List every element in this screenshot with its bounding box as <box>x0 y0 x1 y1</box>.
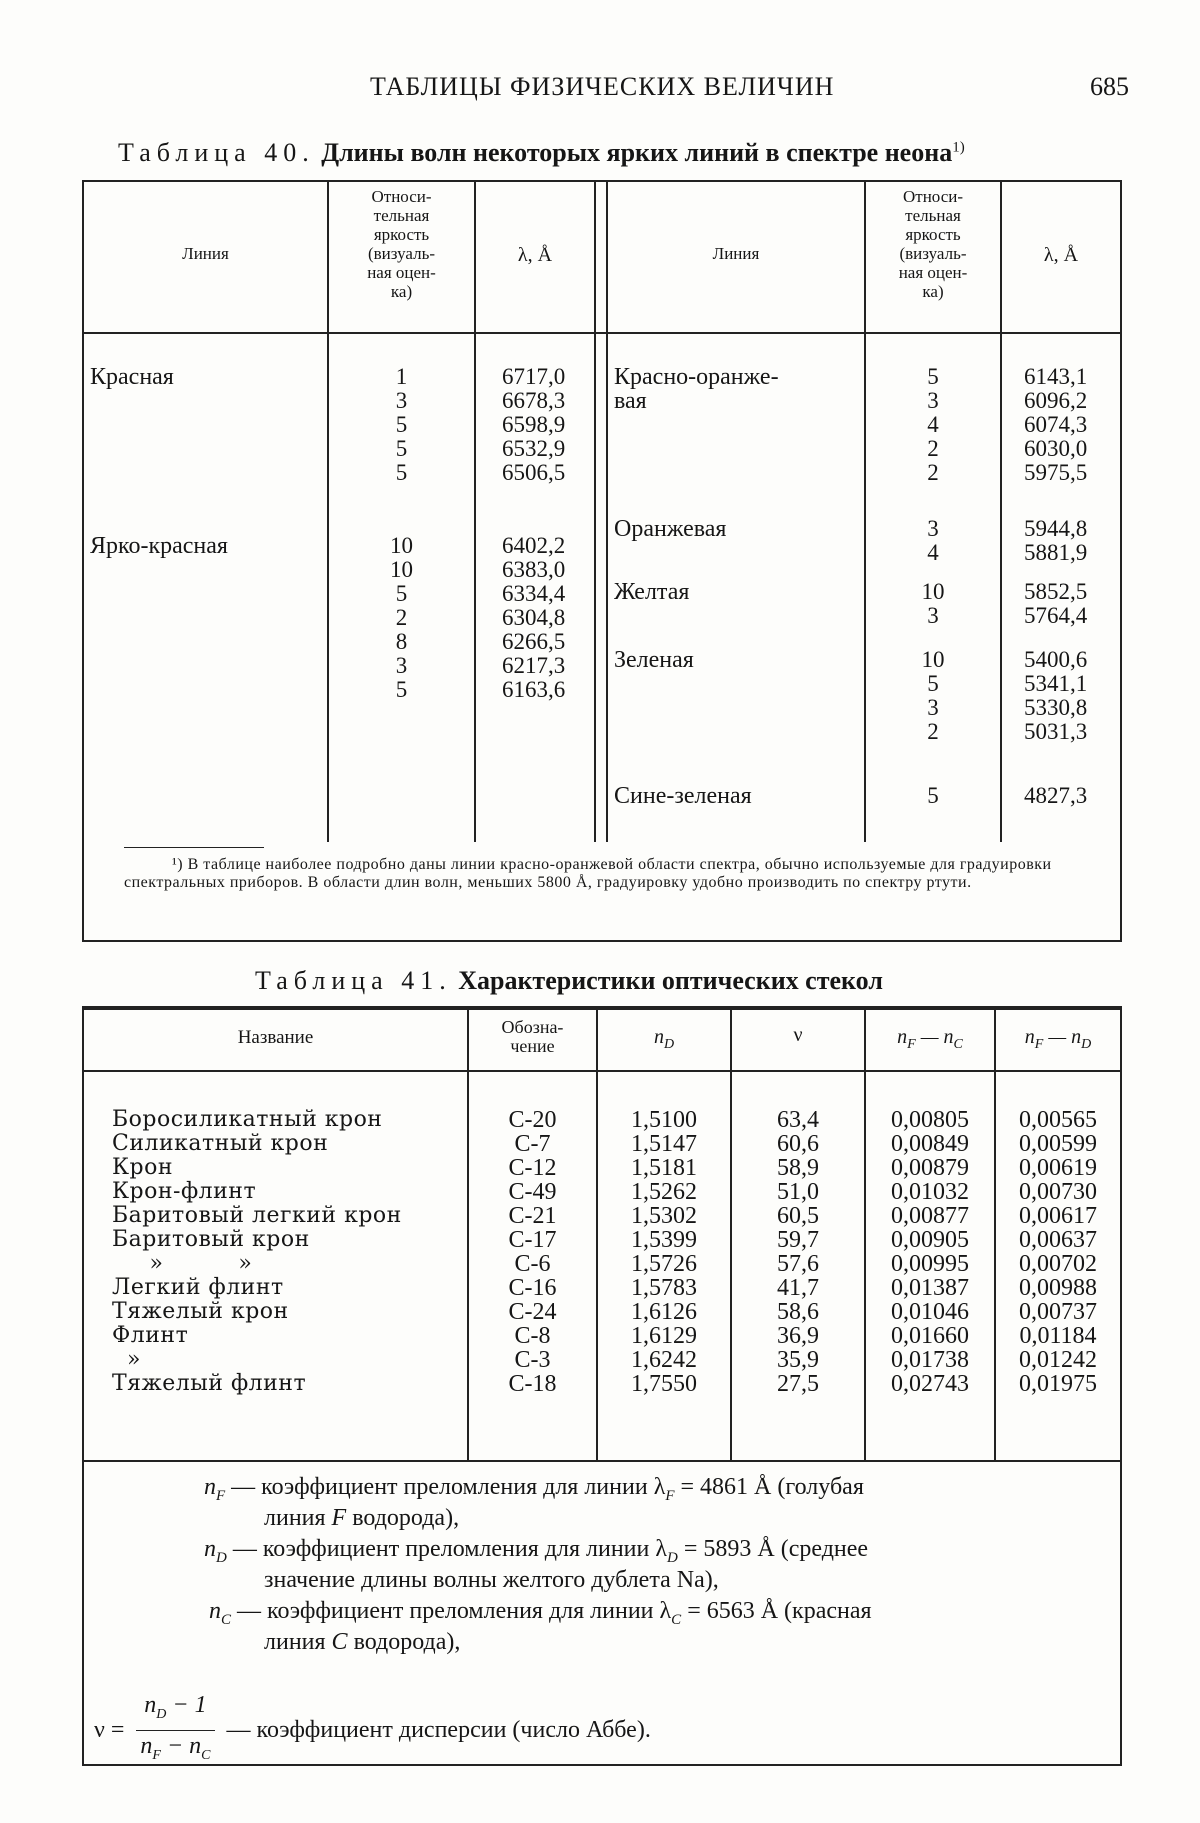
glass-name-cell: » <box>112 1347 141 1372</box>
partial-dispersion-column <box>996 1108 1120 1396</box>
mean-dispersion-cell: 0,02743 <box>891 1371 969 1397</box>
note-nF-cont: линия F водорода), <box>264 1505 460 1531</box>
col-header-mean-dispersion: $n_F$ — $n_C$ <box>897 1026 963 1052</box>
glass-code-cell: С-49 <box>508 1179 557 1205</box>
glass-name-column <box>112 1108 402 1396</box>
partial-dispersion-cell: 0,01184 <box>1019 1323 1097 1349</box>
mean-dispersion-cell: 0,01738 <box>891 1347 969 1373</box>
mean-dispersion-cell: 0,00995 <box>891 1251 969 1277</box>
glass-code-cell: С-16 <box>508 1275 557 1301</box>
mean-dispersion-column <box>866 1108 994 1396</box>
footnote-marker: ¹) <box>172 856 184 873</box>
table40-title-footnote-mark: 1) <box>952 139 965 156</box>
line-name: Оранжевая <box>614 516 727 542</box>
partial-dispersion-cell: 0,00599 <box>1019 1131 1097 1157</box>
glass-name-cell: Силикатный крон <box>112 1131 329 1156</box>
table41 <box>82 1006 1122 1766</box>
glass-name-cell: Флинт <box>112 1323 189 1348</box>
refractive-index-column <box>598 1108 730 1396</box>
partial-dispersion-cell: 0,00565 <box>1019 1107 1097 1133</box>
col-header-partial-dispersion: $n_F$ — $n_D$ <box>1024 1026 1092 1052</box>
brightness-values: 10 5 3 2 <box>921 647 945 744</box>
wavelength-values: 5852,5 5764,4 <box>1024 579 1088 628</box>
refractive-index-cell: 1,5783 <box>631 1275 697 1301</box>
abbe-number-cell: 60,5 <box>777 1203 819 1229</box>
note-nF: $n_F$ — коэффициент преломления для линии $\lambda_F = 4861$ Å (голубая <box>204 1474 864 1504</box>
col-header-wavelength-left: λ, Å <box>517 244 553 266</box>
footnote-text: В таблице наиболее подробно даны линии красно-оранжевой области спектра, обычно используемые для градуировки спектральных приборов. В области длин волн, меньших 5800 Å, градуировку удобно производить по спектру ртути. <box>124 856 1052 891</box>
glass-code-cell: С-18 <box>508 1371 557 1397</box>
mean-dispersion-cell: 0,00877 <box>891 1203 969 1229</box>
wavelength-values: 5944,8 5881,9 <box>1024 516 1088 565</box>
refractive-index-cell: 1,5100 <box>631 1107 697 1133</box>
col-header-name: Название <box>237 1027 314 1048</box>
abbe-number-cell: 58,6 <box>777 1299 819 1325</box>
brightness-values: 5 <box>927 783 939 808</box>
table40-title: Длины волн некоторых ярких линий в спектре неона <box>321 138 953 167</box>
note-nD-cont: значение длины волны желтого дублета Na), <box>264 1567 719 1593</box>
line-name: Сине-зеленая <box>614 783 752 809</box>
abbe-number-cell: 58,9 <box>777 1155 819 1181</box>
abbe-number-cell: 60,6 <box>777 1131 819 1157</box>
brightness-values: 10 10 5 2 8 3 5 <box>390 533 413 702</box>
page-number: 685 <box>1090 72 1129 101</box>
line-name: Желтая <box>614 579 690 605</box>
col-header-line-left: Линия <box>182 244 229 263</box>
glass-code-cell: С-21 <box>508 1203 557 1229</box>
partial-dispersion-cell: 0,00617 <box>1019 1203 1097 1229</box>
running-title: ТАБЛИЦЫ ФИЗИЧЕСКИХ ВЕЛИЧИН <box>370 72 835 101</box>
refractive-index-cell: 1,5302 <box>631 1203 697 1229</box>
glass-name-cell: Легкий флинт <box>112 1275 284 1300</box>
glass-name-cell: Крон-флинт <box>112 1179 257 1204</box>
brightness-values: 3 4 <box>927 516 939 565</box>
line-name: Красно-оранже- вая <box>614 364 779 414</box>
partial-dispersion-cell: 0,00737 <box>1019 1299 1097 1325</box>
wavelength-values: 5400,6 5341,1 5330,8 5031,3 <box>1024 647 1088 744</box>
refractive-index-cell: 1,5147 <box>631 1131 697 1157</box>
mean-dispersion-cell: 0,01032 <box>891 1179 969 1205</box>
table40-footnote <box>124 856 1114 892</box>
glass-code-column <box>469 1108 596 1396</box>
abbe-number-cell: 36,9 <box>777 1323 819 1349</box>
col-header-wavelength-right: λ, Å <box>1043 244 1079 266</box>
partial-dispersion-cell: 0,00988 <box>1019 1275 1097 1301</box>
note-nD: $n_D$ — коэффициент преломления для линии $\lambda_D = 5893$ Å (среднее <box>204 1536 869 1566</box>
col-header-brightness-left: Относи- тельная яркость (визуаль- ная оцен- ка) <box>367 187 436 301</box>
refractive-index-cell: 1,6129 <box>631 1323 697 1349</box>
table41-label: Таблица 41. <box>255 966 452 995</box>
col-header-code: Обозна- чение <box>501 1017 564 1056</box>
partial-dispersion-cell: 0,01975 <box>1019 1371 1097 1397</box>
glass-code-cell: С-8 <box>514 1323 551 1349</box>
wavelength-values: 4827,3 <box>1024 783 1088 808</box>
glass-name-cell: Баритовый легкий крон <box>112 1203 402 1228</box>
mean-dispersion-cell: 0,00849 <box>891 1131 969 1157</box>
refractive-index-cell: 1,5399 <box>631 1227 697 1253</box>
col-header-brightness-right: Относи- тельная яркость (визуаль- ная оцен- ка) <box>898 187 968 301</box>
glass-code-cell: С-3 <box>514 1347 551 1373</box>
partial-dispersion-cell: 0,00702 <box>1019 1251 1097 1277</box>
glass-code-cell: С-7 <box>514 1131 551 1157</box>
abbe-number-cell: 35,9 <box>777 1347 819 1373</box>
refractive-index-cell: 1,5181 <box>631 1155 697 1181</box>
partial-dispersion-cell: 0,00730 <box>1019 1179 1097 1205</box>
line-name: Ярко-красная <box>90 533 228 559</box>
glass-name-cell: Тяжелый крон <box>112 1299 289 1324</box>
glass-code-cell: С-12 <box>508 1155 557 1181</box>
line-name: Красная <box>90 364 174 390</box>
line-name: Зеленая <box>614 647 694 673</box>
mean-dispersion-cell: 0,00905 <box>891 1227 969 1253</box>
glass-code-cell: С-24 <box>508 1299 557 1325</box>
wavelength-values: 6143,1 6096,2 6074,3 6030,0 5975,5 <box>1024 364 1088 485</box>
wavelength-values: 6402,2 6383,0 6334,4 6304,8 6266,5 6217,3 6163,6 <box>502 533 566 702</box>
partial-dispersion-cell: 0,00619 <box>1019 1155 1097 1181</box>
glass-code-cell: С-6 <box>514 1251 551 1277</box>
refractive-index-cell: 1,7550 <box>631 1371 697 1397</box>
refractive-index-cell: 1,5726 <box>631 1251 697 1277</box>
table41-caption <box>255 966 883 996</box>
table40-label: Таблица 40. <box>118 138 315 167</box>
abbe-number-cell: 59,7 <box>777 1227 819 1253</box>
glass-name-cell: Баритовый крон <box>112 1227 310 1252</box>
mean-dispersion-cell: 0,01387 <box>891 1275 969 1301</box>
abbe-formula: ν = $\frac{n_D - 1}{n_F - n_C}$ — коэффициент дисперсии (число Аббе). <box>94 1692 651 1763</box>
table41-title: Характеристики оптических стекол <box>458 966 883 995</box>
abbe-number-column <box>732 1108 864 1396</box>
abbe-number-cell: 57,6 <box>777 1251 819 1277</box>
refractive-index-cell: 1,6126 <box>631 1299 697 1325</box>
refractive-index-cell: 1,6242 <box>631 1347 697 1373</box>
mean-dispersion-cell: 0,00879 <box>891 1155 969 1181</box>
abbe-number-cell: 41,7 <box>777 1275 819 1301</box>
brightness-values: 1 3 5 5 5 <box>395 364 408 485</box>
col-header-nD: $n_D$ <box>653 1026 675 1052</box>
wavelength-values: 6717,0 6678,3 6598,9 6532,9 6506,5 <box>502 364 566 485</box>
glass-code-cell: С-20 <box>508 1107 557 1133</box>
partial-dispersion-cell: 0,00637 <box>1019 1227 1097 1253</box>
mean-dispersion-cell: 0,00805 <box>891 1107 969 1133</box>
abbe-number-cell: 27,5 <box>777 1371 819 1397</box>
abbe-number-cell: 63,4 <box>777 1107 819 1133</box>
brightness-values: 5 3 4 2 2 <box>927 364 939 485</box>
table40 <box>82 180 1122 942</box>
mean-dispersion-cell: 0,01046 <box>891 1299 969 1325</box>
abbe-number-cell: 51,0 <box>777 1179 819 1205</box>
glass-name-cell: Тяжелый флинт <box>112 1371 307 1396</box>
glass-name-cell: » » <box>112 1251 253 1276</box>
refractive-index-cell: 1,5262 <box>631 1179 697 1205</box>
col-header-line-right: Линия <box>712 244 760 263</box>
glass-code-cell: С-17 <box>508 1227 557 1253</box>
note-nC-cont: линия C водорода), <box>264 1629 461 1655</box>
glass-name-cell: Боросиликатный крон <box>112 1107 383 1132</box>
col-header-abbe-number: ν <box>793 1024 803 1046</box>
table40-caption <box>118 138 965 168</box>
note-nC: $n_C$ — коэффициент преломления для линии $\lambda_C = 6563$ Å (красная <box>209 1598 872 1628</box>
mean-dispersion-cell: 0,01660 <box>891 1323 969 1349</box>
glass-name-cell: Крон <box>112 1155 174 1180</box>
brightness-values: 10 3 <box>921 579 945 628</box>
partial-dispersion-cell: 0,01242 <box>1019 1347 1097 1373</box>
